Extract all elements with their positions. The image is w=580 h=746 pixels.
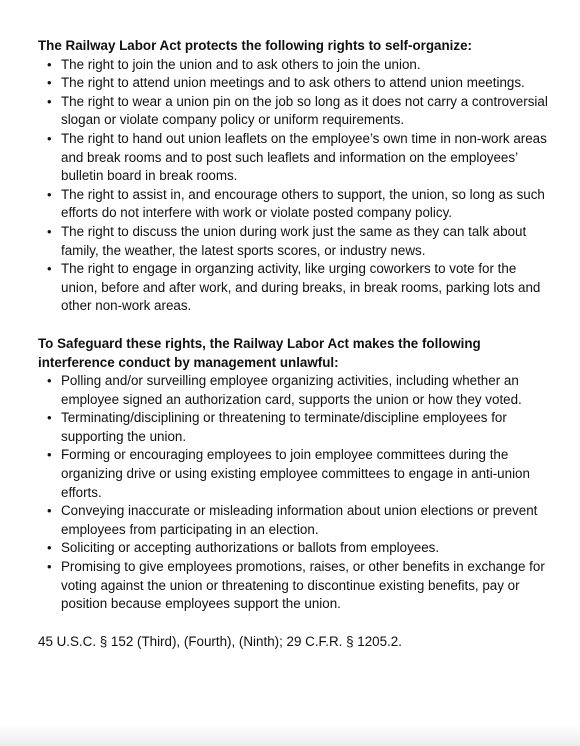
legal-citation: 45 U.S.C. § 152 (Third), (Fourth), (Ninth); 29 C.F.R. § 1205.2. [38, 633, 402, 649]
bullet-icon: • [47, 559, 52, 575]
list-item-text: The right to discuss the union during work just the same as they can talk about family, the weather, the latest sports scores, or industry news. [61, 223, 527, 258]
list-item [38, 186, 552, 223]
list-item [38, 446, 552, 502]
page-bottom-shadow [0, 724, 580, 746]
list-item [38, 74, 552, 93]
bullet-icon: • [47, 540, 52, 556]
bullet-icon: • [47, 56, 52, 72]
list-item-text: Soliciting or accepting authorizations or ballots from employees. [61, 540, 440, 556]
list-item [38, 260, 552, 316]
unlawful-conduct-section [38, 335, 552, 614]
bullet-icon: • [47, 223, 52, 239]
bullet-icon: • [47, 447, 52, 463]
bullet-icon: • [47, 503, 52, 519]
bullet-icon: • [47, 186, 52, 202]
list-item-text: The right to hand out union leaflets on the employee’s own time in non-work areas and break rooms and to post such leaflets and information on the employees’ bulletin board in break rooms. [61, 130, 547, 184]
list-item-text: The right to join the union and to ask others to join the union. [61, 56, 421, 72]
list-item-text: Polling and/or surveilling employee organizing activities, including whether an employee signed an authorization card, supports the union or how they voted. [61, 373, 522, 407]
bullet-icon: • [47, 93, 52, 109]
list-item [38, 372, 552, 409]
rights-heading: The Railway Labor Act protects the following rights to self-organize: [38, 38, 472, 53]
list-item [38, 223, 552, 260]
unlawful-conduct-list [38, 372, 552, 614]
bullet-icon: • [47, 75, 52, 91]
list-item [38, 93, 552, 130]
list-item [38, 502, 552, 539]
rights-section [38, 37, 552, 316]
list-item-text: The right to assist in, and encourage others to support, the union, so long as such efforts do not interfere with work or violate posted company policy. [61, 186, 545, 221]
list-item [38, 539, 552, 558]
bullet-icon: • [47, 261, 52, 277]
bullet-icon: • [47, 373, 52, 389]
list-item [38, 558, 552, 614]
list-item-text: Conveying inaccurate or misleading information about union elections or prevent employees from participating in an election. [61, 503, 538, 537]
list-item [38, 56, 552, 75]
list-item [38, 409, 552, 446]
list-item-text: The right to wear a union pin on the job so long as it does not carry a controversial slogan or violate company policy or uniform requirements. [61, 93, 548, 128]
bullet-icon: • [47, 130, 52, 146]
list-item-text: The right to engage in organzing activity, like urging coworkers to vote for the union, before and after work, and during breaks, in break rooms, parking lots and other non-work areas. [61, 261, 541, 314]
list-item-text: Promising to give employees promotions, raises, or other benefits in exchange for voting against the union or threatening to discontinue existing benefits, pay or position because employees support the union. [61, 559, 545, 612]
unlawful-conduct-heading: To Safeguard these rights, the Railway Labor Act makes the following interference conduct by management unlawful: [38, 335, 481, 370]
list-item [38, 130, 552, 186]
bullet-icon: • [47, 410, 52, 426]
document-body [38, 37, 552, 665]
list-item-text: Forming or encouraging employees to join employee committees during the organizing drive or using existing employee committees to engage in anti-union efforts. [61, 447, 530, 500]
list-item-text: The right to attend union meetings and to ask others to attend union meetings. [61, 75, 525, 91]
rights-list [38, 56, 552, 316]
list-item-text: Terminating/disciplining or threatening to terminate/discipline employees for supporting the union. [61, 410, 507, 444]
